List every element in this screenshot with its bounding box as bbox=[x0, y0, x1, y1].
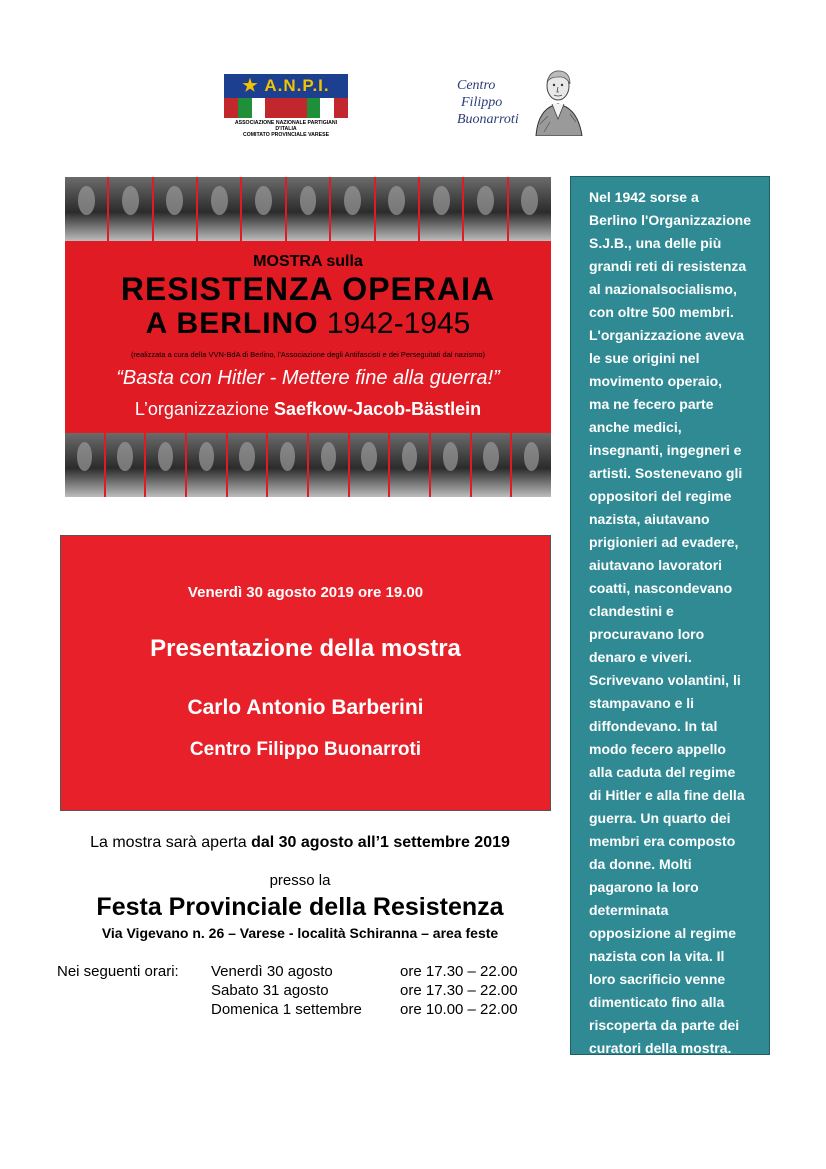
sidebar-text-line: guerra. Un quarto dei bbox=[589, 810, 731, 826]
sidebar-text-line: da donne. Molti bbox=[589, 856, 692, 872]
sidebar-text-line: S.J.B., una delle più bbox=[589, 235, 722, 251]
centro-logo-line2: Filippo bbox=[461, 95, 503, 110]
sidebar-text-line: loro sacrificio venne bbox=[589, 971, 726, 987]
portrait-photo bbox=[509, 177, 551, 241]
sidebar-text-line: al nazionalsocialismo, bbox=[589, 281, 737, 297]
sidebar-text-line: aiutavano lavoratori bbox=[589, 557, 723, 573]
sidebar-text-line: Nel 1942 sorse a bbox=[589, 189, 699, 205]
anpi-subtitle-line1: ASSOCIAZIONE NAZIONALE PARTIGIANI D'ITALIA bbox=[234, 120, 338, 132]
presentation-speaker: Carlo Antonio Barberini bbox=[187, 696, 424, 719]
portrait-photo bbox=[198, 177, 240, 241]
hours-table bbox=[57, 962, 518, 1019]
presentation-box bbox=[60, 535, 551, 811]
poster-org-prefix: L’organizzazione bbox=[134, 399, 270, 419]
anpi-logo bbox=[224, 74, 348, 138]
portrait-photo bbox=[109, 177, 151, 241]
sidebar-text-line: nazista, aiutavano bbox=[589, 511, 710, 527]
hours-row bbox=[57, 981, 518, 1000]
poster-photo-strip-top bbox=[65, 177, 551, 241]
portrait-photo bbox=[228, 433, 267, 497]
hours-row bbox=[57, 1000, 518, 1019]
portrait-photo bbox=[350, 433, 389, 497]
portrait-photo bbox=[268, 433, 307, 497]
portrait-photo bbox=[146, 433, 185, 497]
presentation-date: Venerdì 30 agosto 2019 ore 19.00 bbox=[187, 584, 424, 601]
sidebar-text-line: pagarono la loro bbox=[589, 879, 699, 895]
sidebar-text-line: denaro e viveri. bbox=[589, 649, 692, 665]
sidebar-text-line: grandi reti di resistenza bbox=[589, 258, 747, 274]
portrait-photo bbox=[106, 433, 145, 497]
sidebar-text-line: dimenticato fino alla bbox=[589, 994, 725, 1010]
anpi-subtitle bbox=[224, 120, 348, 138]
portrait-photo bbox=[512, 433, 551, 497]
opening-dates: dal 30 agosto all’1 settembre 2019 bbox=[251, 834, 510, 851]
hours-day: Domenica 1 settembre bbox=[211, 1001, 362, 1018]
sidebar-text-line: insegnanti, ingegneri e bbox=[589, 442, 742, 458]
sidebar-text-line: coatti, nascondevano bbox=[589, 580, 733, 596]
sidebar-text-line: modo fecero appello bbox=[589, 741, 726, 757]
hours-row bbox=[57, 962, 518, 981]
poster-mostra-label: MOSTRA sulla bbox=[253, 253, 363, 270]
venue-address: Via Vigevano n. 26 – Varese - località Schiranna – area feste bbox=[101, 925, 499, 941]
portrait-photo bbox=[472, 433, 511, 497]
venue-name: Festa Provinciale della Resistenza bbox=[96, 893, 504, 921]
hours-day: Venerdì 30 agosto bbox=[211, 963, 333, 980]
sidebar-text-line: anche medici, bbox=[589, 419, 682, 435]
centro-logo-line1: Centro bbox=[457, 78, 496, 93]
poster-title-line2 bbox=[65, 307, 551, 341]
sidebar-text-line: clandestini e bbox=[589, 603, 674, 619]
portrait-photo bbox=[154, 177, 196, 241]
hours-time: ore 17.30 – 22.00 bbox=[400, 963, 518, 980]
poster-title-city: A BERLINO bbox=[145, 307, 319, 340]
portrait-photo bbox=[390, 433, 429, 497]
portrait-photo bbox=[376, 177, 418, 241]
sidebar-text-line: Berlino l'Organizzazione bbox=[589, 212, 752, 228]
sidebar-text-line: determinata bbox=[589, 902, 669, 918]
sidebar-text-line: movimento operaio, bbox=[589, 373, 723, 389]
portrait-photo bbox=[331, 177, 373, 241]
opening-hours bbox=[57, 962, 518, 1019]
exhibition-poster bbox=[65, 177, 551, 497]
portrait-photo bbox=[287, 177, 329, 241]
hours-time: ore 10.00 – 22.00 bbox=[400, 1001, 518, 1018]
poster-title-line1: RESISTENZA OPERAIA bbox=[120, 271, 496, 307]
sidebar-text-line: nazista con la vita. Il bbox=[589, 948, 725, 964]
history-sidebar bbox=[570, 176, 770, 1055]
sidebar-text-line: riscoperta da parte dei bbox=[589, 1017, 740, 1033]
sidebar-text-line: alla caduta del regime bbox=[589, 764, 736, 780]
presentation-title: Presentazione della mostra bbox=[150, 635, 461, 662]
poster-organization bbox=[65, 399, 551, 420]
portrait-photo bbox=[65, 177, 107, 241]
opening-dates-line bbox=[0, 834, 600, 852]
sidebar-text-line: curatori della mostra. bbox=[589, 1040, 732, 1056]
anpi-subtitle-line2: COMITATO PROVINCIALE VARESE bbox=[242, 132, 330, 138]
sidebar-text-line: prigionieri ad evadere, bbox=[589, 534, 739, 550]
hours-day: Sabato 31 agosto bbox=[211, 982, 329, 999]
sidebar-text-line: Scrivevano volantini, li bbox=[589, 672, 741, 688]
portrait-photo bbox=[420, 177, 462, 241]
opening-prefix: La mostra sarà aperta bbox=[90, 834, 247, 851]
sidebar-text-line: opposizione al regime bbox=[589, 925, 737, 941]
poster-photo-strip-bottom bbox=[65, 433, 551, 497]
sidebar-text-line: oppositori del regime bbox=[589, 488, 732, 504]
sidebar-text-line: diffondevano. In tal bbox=[589, 718, 718, 734]
portrait-photo bbox=[187, 433, 226, 497]
sidebar-text-line: le sue origini nel bbox=[589, 350, 700, 366]
portrait-photo bbox=[464, 177, 506, 241]
poster-title-years: 1942-1945 bbox=[326, 307, 471, 340]
anpi-logo-name: ★ A.N.P.I. bbox=[224, 74, 348, 98]
portrait-photo bbox=[309, 433, 348, 497]
sidebar-text-line: ma ne fecero parte bbox=[589, 396, 714, 412]
buonarroti-portrait-image bbox=[528, 64, 590, 136]
presentation-organization: Centro Filippo Buonarroti bbox=[189, 739, 422, 760]
sidebar-text-line: stampavano e li bbox=[589, 695, 695, 711]
sidebar-text-line: procuravano loro bbox=[589, 626, 705, 642]
centro-logo-line3: Buonarroti bbox=[457, 112, 519, 127]
sidebar-text-line: artisti. Sostenevano gli bbox=[589, 465, 743, 481]
poster-credit-note: (realizzata a cura della VVN-BdA di Berlino, l'Associazione degli Antifascisti e dei Perseguitati dal nazismo) bbox=[130, 350, 486, 359]
anpi-logo-text: A.N.P.I. bbox=[264, 76, 330, 95]
poster-org-name: Saefkow-Jacob-Bästlein bbox=[274, 399, 482, 419]
sidebar-text-line: L'organizzazione aveva bbox=[589, 327, 745, 343]
poster-quote: “Basta con Hitler - Mettere fine alla guerra!” bbox=[116, 367, 500, 389]
portrait-photo bbox=[65, 433, 104, 497]
sidebar-text-line: di Hitler e alla fine della bbox=[589, 787, 745, 803]
anpi-flags bbox=[224, 98, 348, 118]
hours-label: Nei seguenti orari: bbox=[57, 963, 179, 980]
venue-presso: presso la bbox=[269, 872, 331, 889]
sidebar-text-line: membri era composto bbox=[589, 833, 736, 849]
centro-logo-text bbox=[457, 77, 529, 128]
hours-time: ore 17.30 – 22.00 bbox=[400, 982, 518, 999]
portrait-photo bbox=[242, 177, 284, 241]
portrait-photo bbox=[431, 433, 470, 497]
sidebar-text-line: con oltre 500 membri. bbox=[589, 304, 734, 320]
